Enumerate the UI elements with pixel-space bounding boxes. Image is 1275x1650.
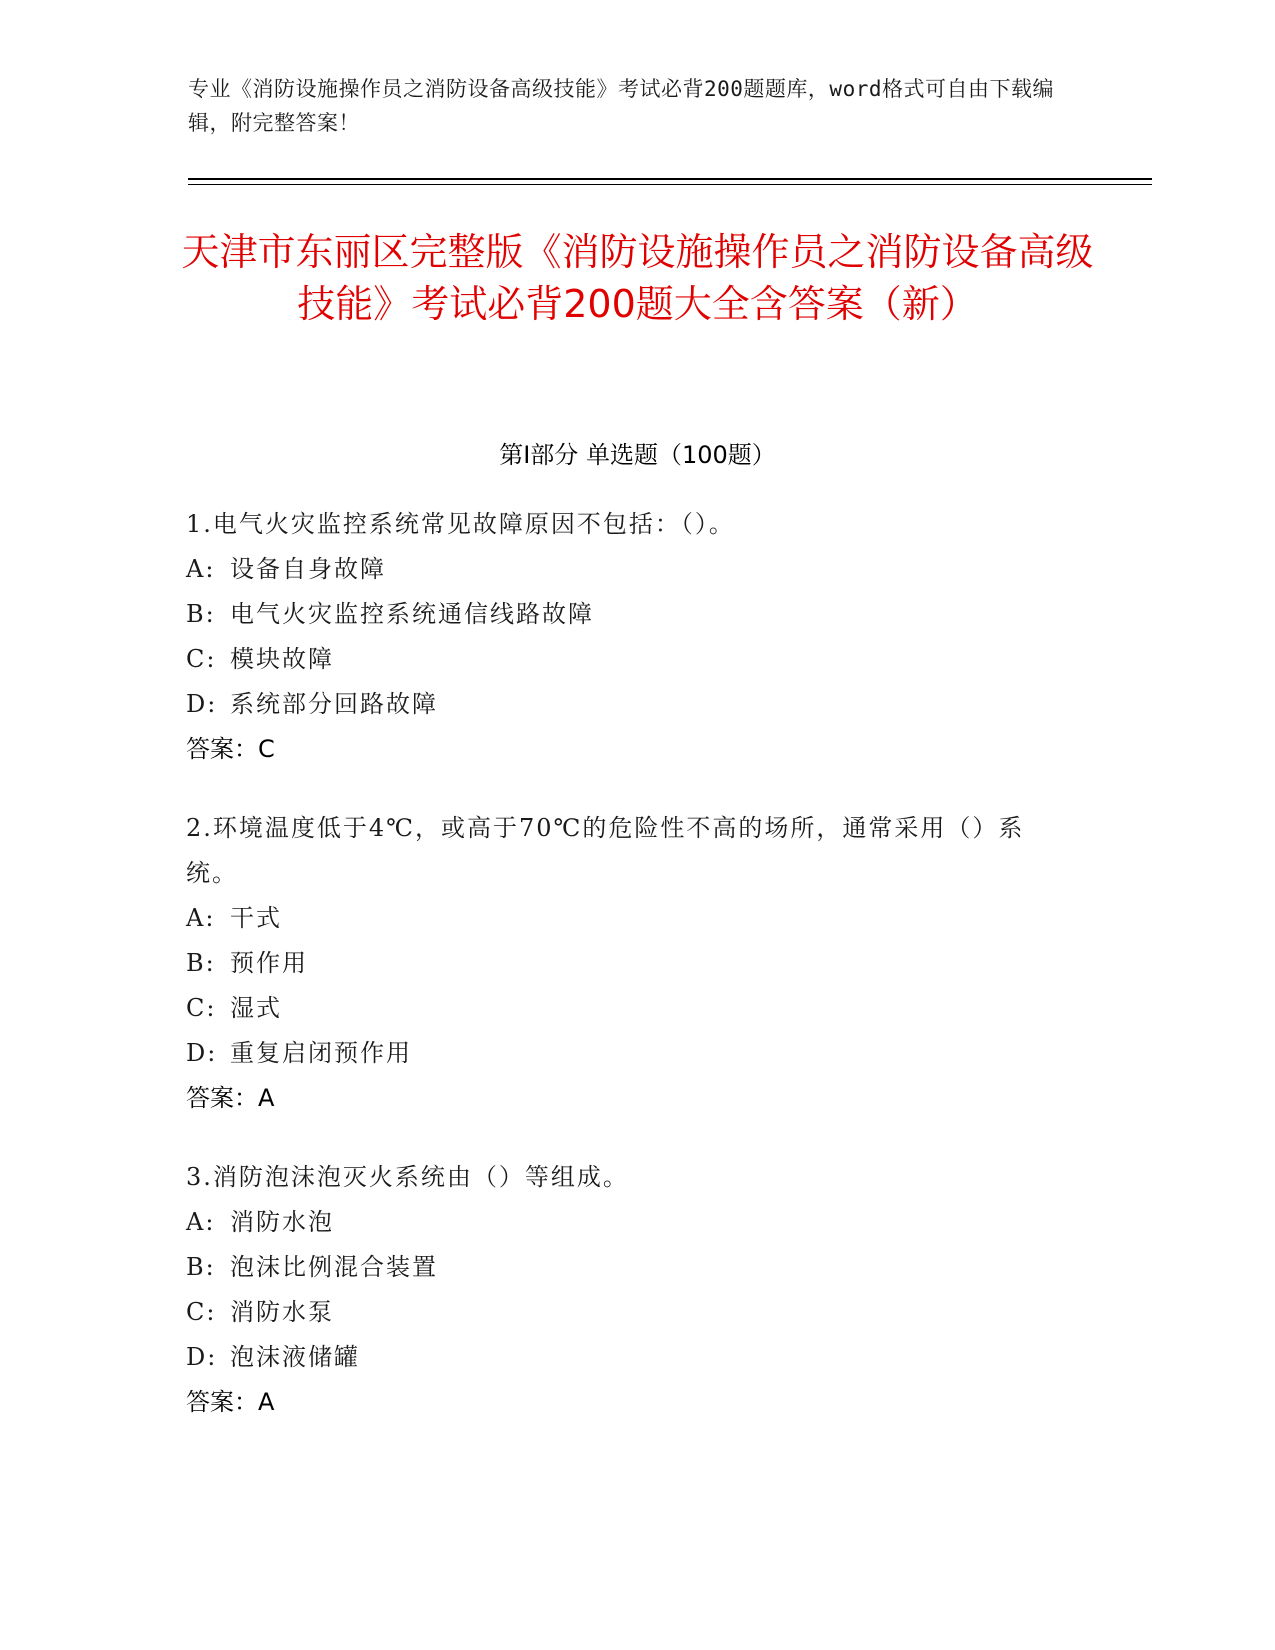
option-letter: A: [186,904,216,932]
option-text: 消防水泵 [230,1298,334,1326]
option-d [186,1031,1076,1076]
option-a [186,896,1076,941]
option-b [186,592,1076,637]
header-divider-thin [188,184,1152,185]
option-letter: B: [186,949,216,977]
option-letter: D: [186,1343,218,1371]
option-letter: A: [186,1208,216,1236]
section-title: 第I部分 单选题（100题） [499,441,776,469]
option-c [186,1290,1076,1335]
option-letter: C: [186,645,217,673]
option-text: 设备自身故障 [230,555,386,583]
header-divider-thick [188,178,1152,180]
option-text: 系统部分回路故障 [230,690,438,718]
option-b [186,1245,1076,1290]
option-letter: B: [186,1253,216,1281]
option-b [186,941,1076,986]
option-text: 模块故障 [230,645,334,673]
option-text: 湿式 [230,994,282,1022]
option-letter: B: [186,600,216,628]
question-3 [186,1155,1076,1425]
option-letter: C: [186,994,217,1022]
question-1 [186,502,1076,772]
answer-line: 答案：C [186,735,275,763]
option-text: 重复启闭预作用 [230,1039,412,1067]
option-a [186,1200,1076,1245]
question-2 [186,806,1076,1121]
option-d [186,1335,1076,1380]
option-a [186,547,1076,592]
option-text: 泡沫液储罐 [230,1343,360,1371]
answer-line: 答案：A [186,1388,275,1416]
option-text: 消防水泡 [230,1208,334,1236]
document-title: 天津市东丽区完整版《消防设施操作员之消防设备高级技能》考试必背200题大全含答案（新） [181,230,1094,326]
option-c [186,986,1076,1031]
header-note: 专业《消防设施操作员之消防设备高级技能》考试必背200题题库，word格式可自由下载编辑，附完整答案！ [188,77,1054,135]
question-text: 1.电气火灾监控系统常见故障原因不包括：（）。 [186,510,735,538]
option-d [186,682,1076,727]
option-text: 电气火灾监控系统通信线路故障 [230,600,594,628]
question-text: 2.环境温度低于4℃，或高于70℃的危险性不高的场所，通常采用（）系统。 [186,814,1025,887]
question-text: 3.消防泡沫泡灭火系统由（）等组成。 [186,1163,629,1191]
option-text: 泡沫比例混合装置 [230,1253,438,1281]
option-text: 干式 [230,904,282,932]
option-text: 预作用 [230,949,308,977]
option-letter: D: [186,690,218,718]
option-letter: D: [186,1039,218,1067]
option-c [186,637,1076,682]
answer-line: 答案：A [186,1084,275,1112]
option-letter: A: [186,555,216,583]
option-letter: C: [186,1298,217,1326]
